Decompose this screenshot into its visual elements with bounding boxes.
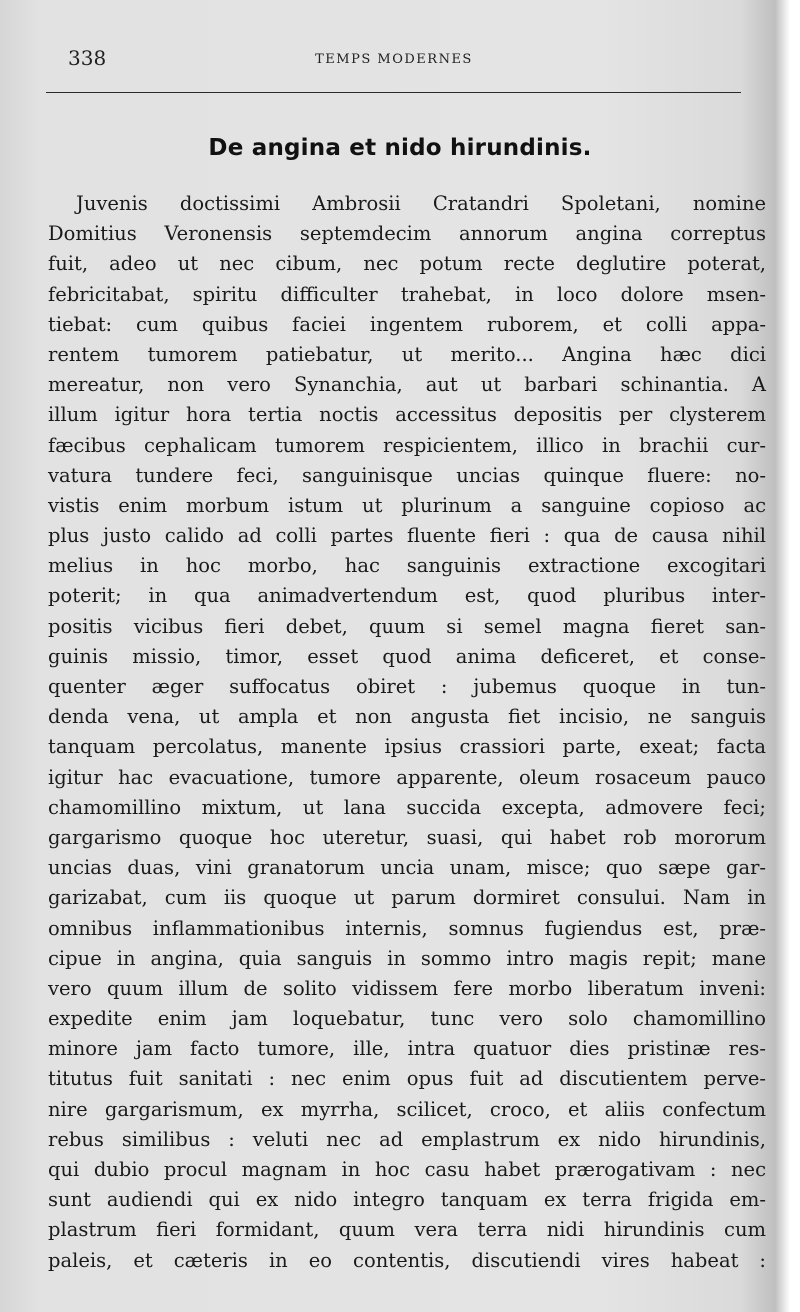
text-line: illum igitur hora tertia noctis accessitus depositis per clysterem (48, 403, 766, 427)
article-title: De angina et nido hirundinis. (208, 135, 592, 161)
text-line: rebus similibus : veluti nec ad emplastrum ex nido hirundinis, (48, 1127, 766, 1151)
text-line: vero quum illum de solito vidissem fere morbo liberatum inveni: (48, 976, 766, 1000)
text-line: tanquam percolatus, manente ipsius crassiori parte, exeat; facta (48, 735, 766, 759)
body-text (48, 189, 766, 1276)
text-line: garizabat, cum iis quoque ut parum dormiret consului. Nam in (48, 886, 766, 910)
text-line: positis vicibus fieri debet, quum si semel magna fieret san- (48, 614, 766, 638)
running-title: TEMPS MODERNES (315, 52, 473, 67)
text-line: nire gargarismum, ex myrrha, scilicet, croco, et aliis confectum (48, 1097, 766, 1121)
text-line: poterit; in qua animadvertendum est, quod pluribus inter- (48, 584, 766, 608)
text-line: Juvenis doctissimi Ambrosii Cratandri Spoletani, nomine (76, 192, 766, 215)
text-line: tiebat: cum quibus faciei ingentem ruborem, et colli appa- (48, 312, 766, 336)
text-line: guinis missio, timor, esset quod anima deficeret, et conse- (48, 644, 766, 668)
text-line: gargarismo quoque hoc uteretur, suasi, qui habet rob mororum (48, 825, 766, 849)
text-line: igitur hac evacuatione, tumore apparente, oleum rosaceum pauco (48, 765, 766, 789)
page-number: 338 (68, 46, 107, 70)
text-line: fuit, adeo ut nec cibum, nec potum recte deglutire poterat, (48, 252, 766, 276)
text-line: vatura tundere feci, sanguinisque uncias quinque fluere: no- (48, 463, 766, 487)
text-line: rentem tumorem patiebatur, ut merito... Angina hæc dici (48, 342, 766, 366)
text-line: expedite enim jam loquebatur, tunc vero solo chamomillino (48, 1007, 766, 1031)
text-line: titutus fuit sanitati : nec enim opus fuit ad discutientem perve- (48, 1067, 766, 1091)
text-line: omnibus inflammationibus internis, somnus fugiendus est, præ- (48, 916, 766, 940)
text-line: Domitius Veronensis septemdecim annorum angina correptus (48, 222, 766, 246)
text-line: febricitabat, spiritu difficulter trahebat, in loco dolore msen- (48, 282, 766, 306)
text-line: fæcibus cephalicam tumorem respicientem, illico in brachii cur- (48, 433, 766, 457)
text-line: paleis, et cæteris in eo contentis, discutiendi vires habeat : (48, 1248, 766, 1272)
text-line: sunt audiendi qui ex nido integro tanquam ex terra frigida em- (48, 1188, 766, 1212)
text-line: quenter æger suffocatus obiret : jubemus quoque in tun- (48, 675, 766, 698)
text-line: minore jam facto tumore, ille, intra quatuor dies pristinæ res- (48, 1037, 766, 1061)
text-line: qui dubio procul magnam in hoc casu habet prærogativam : nec (48, 1158, 766, 1181)
text-line: uncias duas, vini granatorum uncia unam, misce; quo sæpe gar- (48, 856, 766, 880)
text-line: cipue in angina, quia sanguis in sommo intro magis repit; mane (48, 946, 766, 970)
text-line: mereatur, non vero Synanchia, aut ut barbari schinantia. A (48, 373, 766, 397)
text-line: denda vena, ut ampla et non angusta fiet incisio, ne sanguis (48, 705, 766, 729)
text-line: vistis enim morbum istum ut plurinum a sanguine copioso ac (48, 493, 766, 517)
text-line: plastrum fieri formidant, quum vera terra nidi hirundinis cum (48, 1218, 766, 1242)
header-rule (46, 92, 741, 93)
text-line: chamomillino mixtum, ut lana succida excepta, admovere feci; (48, 795, 766, 819)
text-line: melius in hoc morbo, hac sanguinis extractione excogitari (48, 554, 766, 578)
text-line: plus justo calido ad colli partes fluente fieri : qua de causa nihil (48, 524, 766, 548)
running-head (48, 46, 740, 76)
